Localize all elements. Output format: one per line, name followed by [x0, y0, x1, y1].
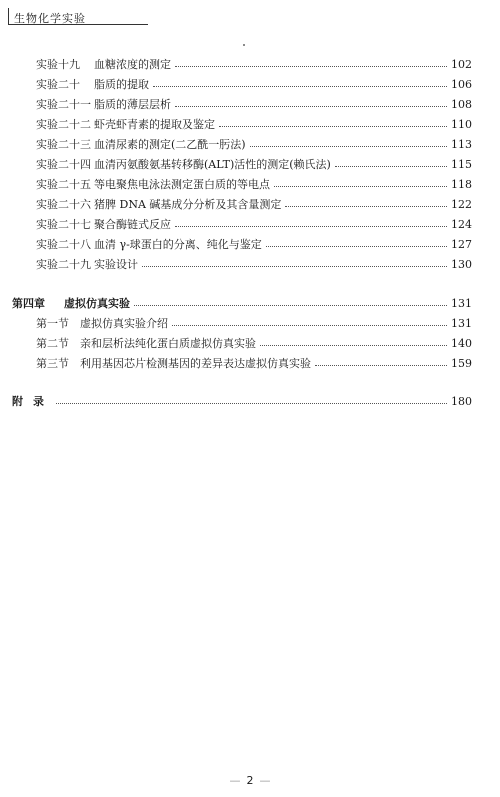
entry-number: 实验二十二 [36, 118, 91, 131]
entry-title: 血清 γ-球蛋白的分离、纯化与鉴定 [94, 238, 262, 251]
entry-title: 等电聚焦电泳法测定蛋白质的等电点 [94, 178, 270, 191]
toc-entry-experiment[interactable] [36, 136, 472, 152]
toc-entry-experiment[interactable] [36, 96, 472, 112]
section-number: 第一节 [36, 317, 69, 330]
entry-title: 脂质的提取 [94, 78, 149, 91]
entry-page: 115 [451, 158, 472, 171]
page-footer [0, 774, 500, 787]
toc-entry-experiment[interactable] [36, 256, 472, 272]
toc-entry-experiment[interactable] [36, 76, 472, 92]
dot-leader [134, 305, 447, 306]
entry-number: 实验二十九 [36, 258, 91, 271]
toc-entry-section[interactable] [36, 355, 472, 371]
running-head: 生物化学实验 [14, 12, 86, 25]
entry-title: 血糖浓度的测定 [94, 58, 171, 71]
toc-entry-section[interactable] [36, 335, 472, 351]
footer-dash-right: — [259, 774, 271, 787]
entry-page: 106 [451, 78, 472, 91]
entry-number: 实验二十 [36, 78, 80, 91]
footer-dash-left: — [229, 774, 241, 787]
entry-number: 实验二十三 [36, 138, 91, 151]
entry-page: 118 [451, 178, 472, 191]
chapter-title: 虚拟仿真实验 [64, 297, 130, 310]
dot-leader [335, 166, 447, 167]
entry-number: 实验二十六 [36, 198, 91, 211]
section-title: 利用基因芯片检测基因的差异表达虚拟仿真实验 [80, 357, 311, 370]
dot-leader [175, 106, 447, 107]
entry-title: 血清尿素的测定(二乙酰一肟法) [94, 138, 246, 151]
entry-title: 脂质的薄层层析 [94, 98, 171, 111]
entry-number: 实验二十八 [36, 238, 91, 251]
section-title: 亲和层析法纯化蛋白质虚拟仿真实验 [80, 337, 256, 350]
toc-entry-experiment[interactable] [36, 236, 472, 252]
entry-number: 实验二十五 [36, 178, 91, 191]
entry-number: 实验二十一 [36, 98, 91, 111]
chapter-page: 131 [451, 297, 472, 310]
section-number: 第二节 [36, 337, 69, 350]
entry-title: 猪脾 DNA 碱基成分分析及其含量测定 [94, 198, 282, 211]
appendix-page: 180 [451, 395, 472, 408]
entry-number: 实验十九 [36, 58, 80, 71]
toc-entry-chapter[interactable] [12, 295, 472, 311]
dot-leader [56, 403, 447, 404]
entry-title: 血清丙氨酸氨基转移酶(ALT)活性的测定(赖氏法) [94, 158, 331, 171]
dot-leader [260, 345, 447, 346]
entry-page: 130 [451, 258, 472, 271]
entry-page: 108 [451, 98, 472, 111]
entry-number: 实验二十四 [36, 158, 91, 171]
entry-page: 127 [451, 238, 472, 251]
toc-entry-experiment[interactable] [36, 156, 472, 172]
entry-number: 实验二十七 [36, 218, 91, 231]
toc-entry-experiment[interactable] [36, 216, 472, 232]
chapter-number: 第四章 [12, 297, 45, 310]
dot-leader [153, 86, 447, 87]
entry-title: 实验设计 [94, 258, 138, 271]
toc-entry-experiment[interactable] [36, 176, 472, 192]
dot-leader [274, 186, 447, 187]
entry-title: 聚合酶链式反应 [94, 218, 171, 231]
dot-leader [142, 266, 447, 267]
entry-page: 102 [451, 58, 472, 71]
dot-leader [250, 146, 447, 147]
section-page: 131 [451, 317, 472, 330]
decorative-dot [243, 44, 245, 46]
dot-leader [175, 226, 447, 227]
toc-entry-experiment[interactable] [36, 116, 472, 132]
entry-page: 122 [451, 198, 472, 211]
dot-leader [266, 246, 447, 247]
entry-title: 虾壳虾青素的提取及鉴定 [94, 118, 215, 131]
toc-entry-experiment[interactable] [36, 196, 472, 212]
toc-entry-appendix[interactable] [12, 393, 472, 409]
dot-leader [285, 206, 447, 207]
section-page: 140 [451, 337, 472, 350]
section-page: 159 [451, 357, 472, 370]
page-number: 2 [246, 774, 254, 787]
header-rule [8, 24, 148, 25]
entry-page: 110 [451, 118, 472, 131]
entry-page: 113 [451, 138, 472, 151]
appendix-label: 附录 [12, 395, 54, 408]
section-title: 虚拟仿真实验介绍 [80, 317, 168, 330]
dot-leader [172, 325, 447, 326]
entry-page: 124 [451, 218, 472, 231]
dot-leader [219, 126, 447, 127]
section-number: 第三节 [36, 357, 69, 370]
dot-leader [175, 66, 447, 67]
dot-leader [315, 365, 447, 366]
toc-entry-experiment[interactable] [36, 56, 472, 72]
toc-entry-section[interactable] [36, 315, 472, 331]
